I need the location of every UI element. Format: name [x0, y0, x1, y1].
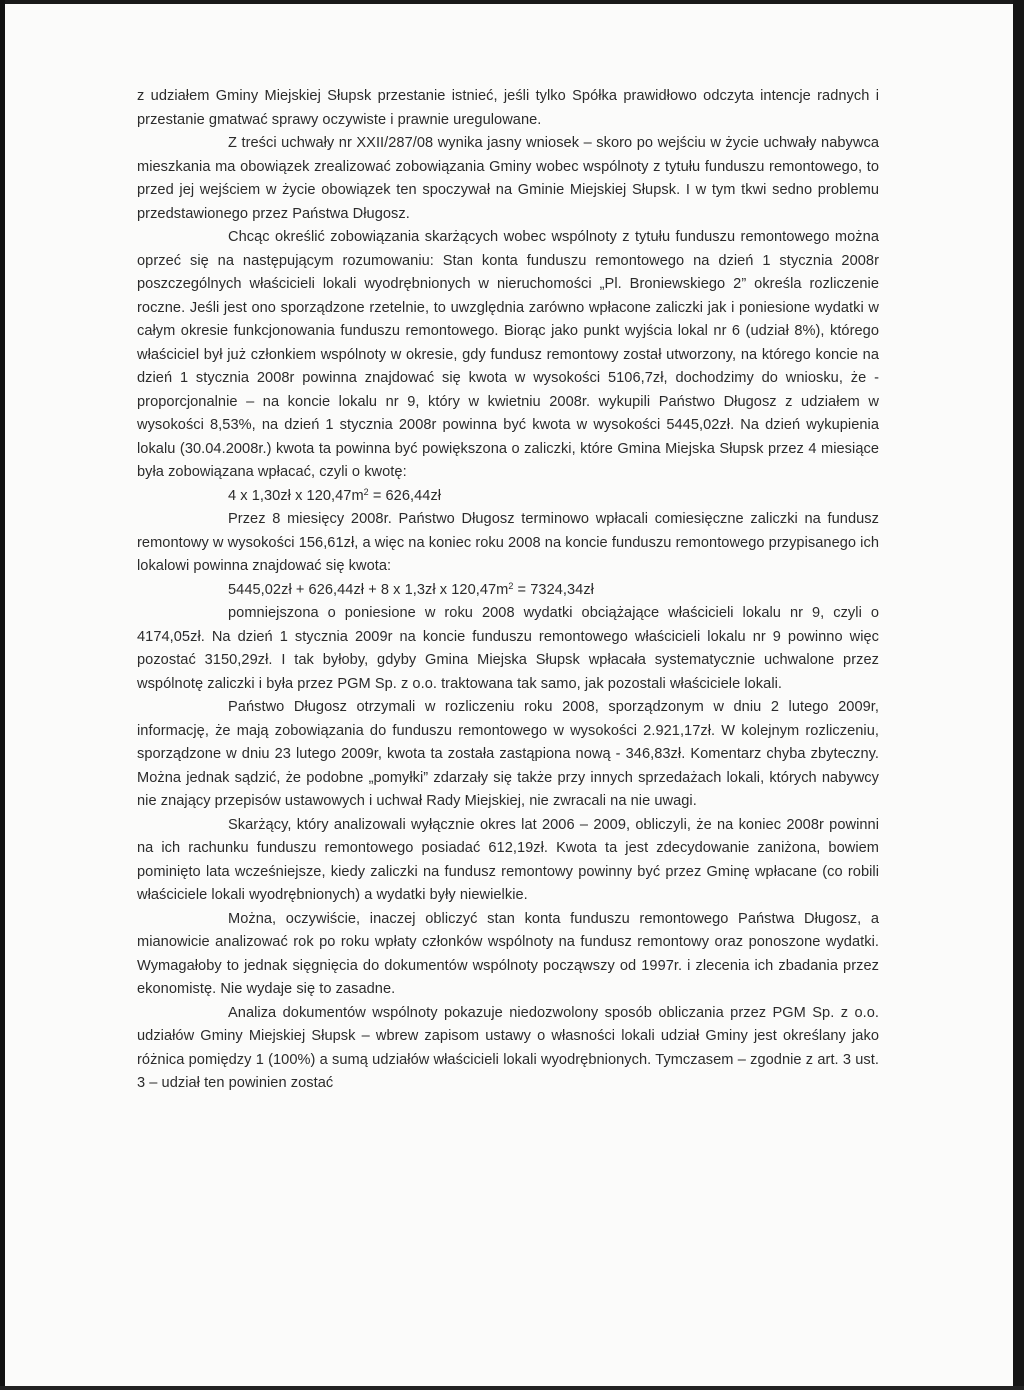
formula-2 [137, 579, 879, 603]
formula-2-exponent: 2 [508, 580, 514, 591]
paragraph-7: Skarżący, który analizowali wyłącznie okres lat 2006 – 2009, obliczyli, że na koniec 2008r powinni na ich rachunku funduszu remontowego posiadać 612,19zł. Kwota ta jest zdecydowanie zaniżona, bowiem pominięto lata wcześniejsze, kiedy zaliczki na fundusz remontowy powinny być przez Gminę wpłacane (co robili właściciele lokali wyodrębnionych) a wydatki były niewielkie. [137, 816, 879, 903]
paragraph-4: Przez 8 miesięcy 2008r. Państwo Długosz terminowo wpłacali comiesięczne zaliczki na fundusz remontowy w wysokości 156,61zł, a więc na koniec roku 2008 na koncie funduszu remontowego przypisanego ich lokalowi powinna znajdować się kwota: [137, 511, 879, 574]
scan-border-top [0, 0, 1024, 4]
paragraph-1: z udziałem Gminy Miejskiej Słupsk przestanie istnieć, jeśli tylko Spółka prawidłowo odczyta intencje radnych i przestanie gmatwać sprawy oczywiste i prawnie uregulowane. [137, 88, 879, 128]
paragraph-2: Z treści uchwały nr XXII/287/08 wynika jasny wniosek – skoro po wejściu w życie uchwały nabywca mieszkania ma obowiązek zrealizować zobowiązania Gminy wobec wspólnoty z tytułu funduszu remontowego, to przed jej wejściem w życie obowiązek ten spoczywał na Gminie Miejskiej Słupsk. I w tym tkwi sedno problemu przedstawionego przez Państwa Długosz. [137, 135, 879, 222]
paragraph-9: Analiza dokumentów wspólnoty pokazuje niedozwolony sposób obliczania przez PGM Sp. z o.o. udziałów Gminy Miejskiej Słupsk – wbrew zapisom ustawy o własności lokali udział Gminy jest określany jako różnica pomiędzy 1 (100%) a sumą udziałów właścicieli lokali wyodrębnionych. Tymczasem – zgodnie z art. 3 ust. 3 – udział ten powinien zostać [137, 1004, 879, 1091]
formula-1 [137, 485, 879, 509]
paragraph-6: Państwo Długosz otrzymali w rozliczeniu roku 2008, sporządzonym w dniu 2 lutego 2009r, informację, że mają zobowiązania do funduszu remontowego w wysokości 2.921,17zł. W kolejnym rozliczeniu, sporządzone w dniu 23 lutego 2009r, kwota ta została zastąpiona nową - 346,83zł. Komentarz chyba zbyteczny. Można jednak sądzić, że podobne „pomyłki” zdarzały się także przy innych sprzedażach lokali, których nabywcy nie znający przepisów ustawowych i uchwał Rady Miejskiej, nie zwracali na nie uwagi. [137, 699, 879, 809]
scan-border-bottom [0, 1386, 1024, 1390]
formula-1-exponent: 2 [363, 486, 369, 497]
formula-1-text: 4 x 1,30zł x 120,47m [228, 487, 364, 504]
document-body [137, 85, 879, 1096]
scan-border-left [0, 0, 5, 1390]
scan-border-right [1013, 0, 1024, 1390]
formula-1-result: = 626,44zł [368, 487, 442, 504]
paragraph-5: pomniejszona o poniesione w roku 2008 wydatki obciążające właścicieli lokalu nr 9, czyli o 4174,05zł. Na dzień 1 stycznia 2009r na koncie funduszu remontowego właścicieli lokalu nr 9 powinno więc pozostać 3150,29zł. I tak byłoby, gdyby Gmina Miejska Słupsk wpłacała systematycznie uchwalone przez wspólnotę zaliczki i była przez PGM Sp. z o.o. traktowana tak samo, jak pozostali właściciele lokali. [137, 605, 879, 692]
formula-2-text: 5445,02zł + 626,44zł + 8 x 1,3zł x 120,47m [228, 581, 509, 598]
paragraph-8: Można, oczywiście, inaczej obliczyć stan konta funduszu remontowego Państwa Długosz, a mianowicie analizować rok po roku wpłaty członków wspólnoty na fundusz remontowy oraz ponoszone wydatki. Wymagałoby to jednak sięgnięcia do dokumentów wspólnoty począwszy od 1997r. i zlecenia ich zbadania przez ekonomistę. Nie wydaje się to zasadne. [137, 910, 879, 997]
paragraph-3: Chcąc określić zobowiązania skarżących wobec wspólnoty z tytułu funduszu remontowego można oprzeć się na następującym rozumowaniu: Stan konta funduszu remontowego na dzień 1 stycznia 2008r poszczególnych właścicieli lokali wyodrębnionych w nieruchomości „Pl. Broniewskiego 2” określa rozliczenie roczne. Jeśli jest ono sporządzone rzetelnie, to uwzględnia zarówno wpłacone zaliczki jak i poniesione wydatki w całym okresie funkcjonowania funduszu remontowego. Biorąc jako punkt wyjścia lokal nr 6 (udział 8%), którego właściciel był już członkiem wspólnoty w okresie, gdy fundusz remontowy został utworzony, na którego koncie na dzień 1 stycznia 2008r powinna znajdować się kwota w wysokości 5106,7zł, dochodzimy do wniosku, że - proporcjonalnie – na koncie lokalu nr 9, który w kwietniu 2008r. wykupili Państwo Długosz z udziałem w wysokości 8,53%, na dzień 1 stycznia 2008r powinna być kwota w wysokości 5445,02zł. Na dzień wykupienia lokalu (30.04.2008r.) kwota ta powinna być powiększona o zaliczki, które Gmina Miejska Słupsk przez 4 miesiące była zobowiązana wpłacać, czyli o kwotę: [137, 229, 879, 480]
formula-2-result: = 7324,34zł [513, 581, 594, 598]
